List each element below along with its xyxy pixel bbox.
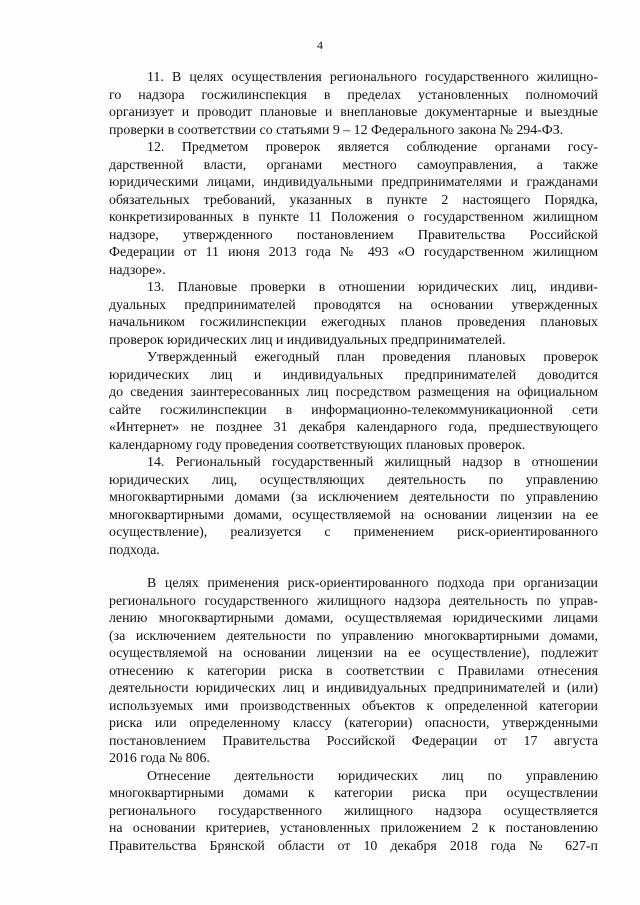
text-line: проверки в соответствии со статьями 9 – 12 Федерального закона № 294-ФЗ. (109, 122, 564, 138)
text-line: «Интернет» не позднее 31 декабря календарного года, предшествующего (109, 420, 598, 435)
text-line: многоквартирными домами, осуществляемой на основании лицензии на ее (109, 507, 598, 523)
text-line: риска или определенному классу (категории) опасности, утвержденными (109, 716, 598, 731)
page-number: 4 (317, 38, 323, 52)
text-line: 11. В целях осуществления регионального государственного жилищно- (147, 70, 598, 85)
text-line: юридическими лицами, индивидуальными предпринимателями и гражданами (109, 175, 598, 190)
text-line: юридических лиц, осуществляющих деятельность по управлению (109, 472, 598, 488)
text-line: многоквартирными домами к категории риска при осуществлении (109, 786, 598, 801)
text-line: лению многоквартирными домами, осуществляемая юридическими лицами (109, 611, 598, 626)
text-line: 13. Плановые проверки в отношении юридических лиц, индиви- (147, 280, 598, 295)
text-line: (за исключением деятельности по управлению многоквартирными домами, (109, 628, 598, 644)
text-line: 2016 года № 806. (109, 751, 210, 766)
text-line: деятельности юридических лиц и индивидуальных предпринимателей и (или) (109, 681, 598, 696)
text-line: постановлением Правительства Российской Федерации от 17 августа (109, 733, 598, 749)
text-line: на основании критериев, установленных приложением 2 к постановлению (109, 821, 598, 836)
text-line: 12. Предметом проверок является соблюдение органами госу- (147, 140, 598, 155)
text-line: обязательных требований, указанных в пункте 2 настоящего Порядка, (109, 192, 598, 208)
text-line: проверок юридических лиц и индивидуальных предпринимателей. (109, 332, 506, 348)
text-line: подхода. (109, 542, 160, 558)
text-line: конкретизированных в пункте 11 Положения о государственном жилищном (109, 210, 598, 225)
text-line: многоквартирными домами (за исключением деятельности по управлению (109, 490, 598, 505)
document-body (109, 69, 598, 855)
text-line: организует и проводит плановые и внеплановые документарные и выездные (109, 105, 598, 120)
text-line: регионального государственного жилищного надзора деятельность по управ- (109, 593, 598, 609)
text-line: 14. Региональный государственный жилищный надзор в отношении (147, 455, 598, 470)
text-line: осуществляемой на основании лицензии на ее осуществление), подлежит (109, 646, 598, 661)
text-line: используемых ими производственных объектов к определенной категории (109, 698, 598, 714)
paragraph (109, 139, 598, 279)
text-line: дуальных предпринимателей проводятся на основании утвержденных (109, 297, 598, 313)
paragraph (109, 575, 598, 768)
text-line: Утвержденный ежегодный план проведения плановых проверок (147, 350, 598, 365)
paragraph (109, 768, 598, 856)
text-line: го надзора госжилинспекция в пределах установленных полномочий (109, 87, 598, 103)
text-line: Правительства Брянской области от 10 декабря 2018 года № 627-п (109, 838, 598, 854)
paragraph (109, 454, 598, 559)
text-line: сайте госжилинспекции в информационно-телекоммуникационной сети (109, 402, 598, 418)
text-line: Отнесение деятельности юридических лиц по управлению (147, 768, 598, 784)
text-line: начальником госжилинспекции ежегодных планов проведения плановых (109, 315, 598, 330)
text-line: В целях применения риск-ориентированного подхода при организации (147, 576, 598, 591)
paragraph (109, 279, 598, 349)
text-line: до сведения заинтересованных лиц посредством размещения на официальном (109, 385, 598, 400)
text-line: дарственной власти, органами местного самоуправления, а также (109, 157, 598, 173)
text-line: отнесению к категории риска в соответствии с Правилами отнесения (109, 663, 598, 679)
text-line: надзоре». (109, 262, 166, 278)
text-line: регионального государственного жилищного надзора осуществляется (109, 803, 598, 819)
paragraph (109, 349, 598, 454)
text-line: календарному году проведения соответствующих плановых проверок. (109, 437, 526, 453)
text-line: юридических лиц и индивидуальных предпринимателей доводится (109, 367, 598, 383)
paragraph (109, 69, 598, 139)
text-line: осуществление), реализуется с применением риск-ориентированного (109, 525, 598, 540)
text-line: надзоре, утвержденного постановлением Правительства Российской (109, 227, 598, 243)
text-line: Федерации от 11 июня 2013 года № 493 «О государственном жилищном (109, 245, 598, 260)
